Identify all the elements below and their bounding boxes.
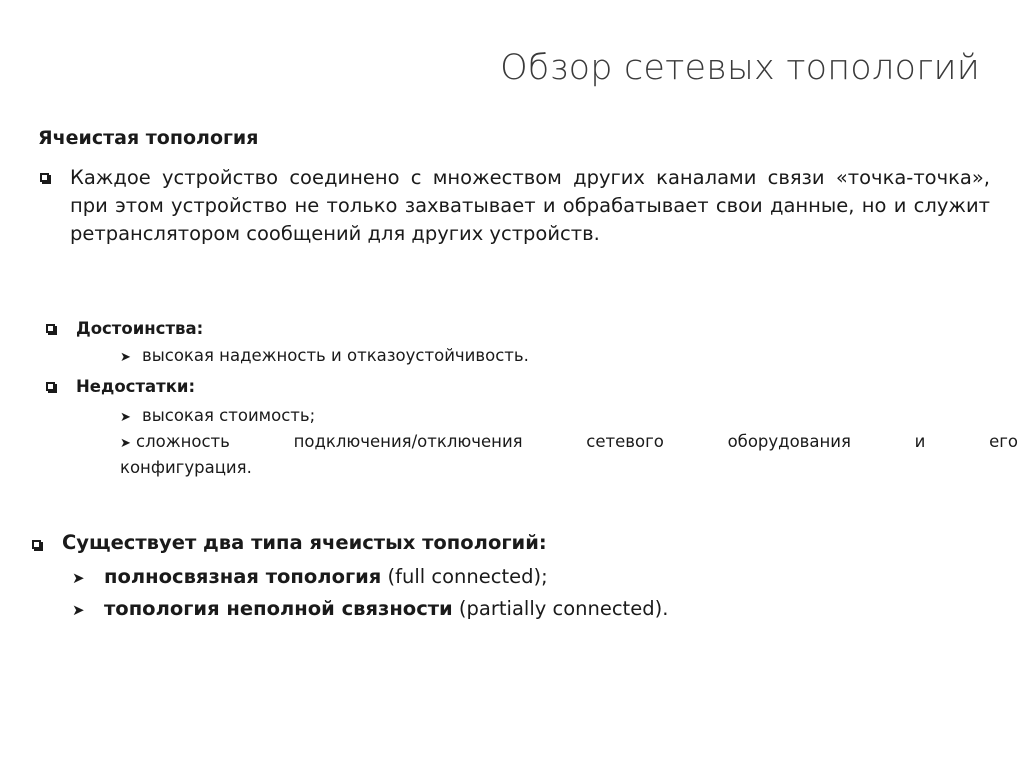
advantages-label: Достоинства: — [76, 319, 204, 338]
type-item-rest: (full connected); — [381, 565, 548, 588]
disadvantage-word: и — [914, 432, 926, 451]
arrow-bullet-icon: ➤ — [120, 410, 131, 425]
type-item-bold: топология неполной связности — [104, 597, 453, 620]
type-item-partial — [72, 597, 668, 620]
disadvantage-word: ➤ сложность — [120, 432, 230, 451]
disadvantage-word: подключения/отключения — [293, 432, 523, 451]
slide-title: Обзор сетевых топологий — [500, 48, 980, 88]
disadvantage-word: оборудования — [727, 432, 851, 451]
types-heading-text: Существует два типа ячеистых топологий: — [62, 531, 547, 554]
section-subtitle: Ячеистая топология — [38, 127, 259, 149]
type-item-rest: (partially connected). — [452, 597, 669, 620]
main-bullet-text: Каждое устройство соединено с множеством других каналами связи «точка-точка», при этом устройство не только захватывает и обрабатывает свои данные, но и служит ретранслятором сообщений для других устройств. — [70, 166, 990, 245]
type-item-full — [72, 565, 548, 588]
disadvantage-item-2 — [120, 432, 1018, 451]
square-bullet-icon — [40, 173, 49, 182]
square-bullet-icon — [46, 382, 55, 391]
main-bullet — [38, 164, 990, 248]
disadvantage-text-1: высокая стоимость; — [142, 406, 316, 425]
advantage-item — [120, 346, 529, 365]
advantage-text: высокая надежность и отказоустойчивость. — [142, 346, 529, 365]
type-item-bold: полносвязная топология — [104, 565, 382, 588]
arrow-bullet-icon: ➤ — [72, 569, 85, 587]
square-bullet-icon — [46, 324, 55, 333]
square-bullet-icon — [32, 540, 41, 549]
arrow-bullet-icon: ➤ — [120, 350, 131, 365]
disadvantage-item-1 — [120, 406, 315, 425]
types-heading — [32, 531, 547, 554]
disadvantages-section — [46, 377, 195, 396]
arrow-bullet-icon: ➤ — [120, 436, 131, 451]
disadvantage-item-2-tail: конфигурация. — [120, 458, 252, 477]
advantages-section — [46, 319, 203, 338]
disadvantages-label: Недостатки: — [76, 377, 196, 396]
disadvantage-word: его — [989, 432, 1018, 451]
disadvantage-word: сетевого — [586, 432, 664, 451]
arrow-bullet-icon: ➤ — [72, 601, 85, 619]
